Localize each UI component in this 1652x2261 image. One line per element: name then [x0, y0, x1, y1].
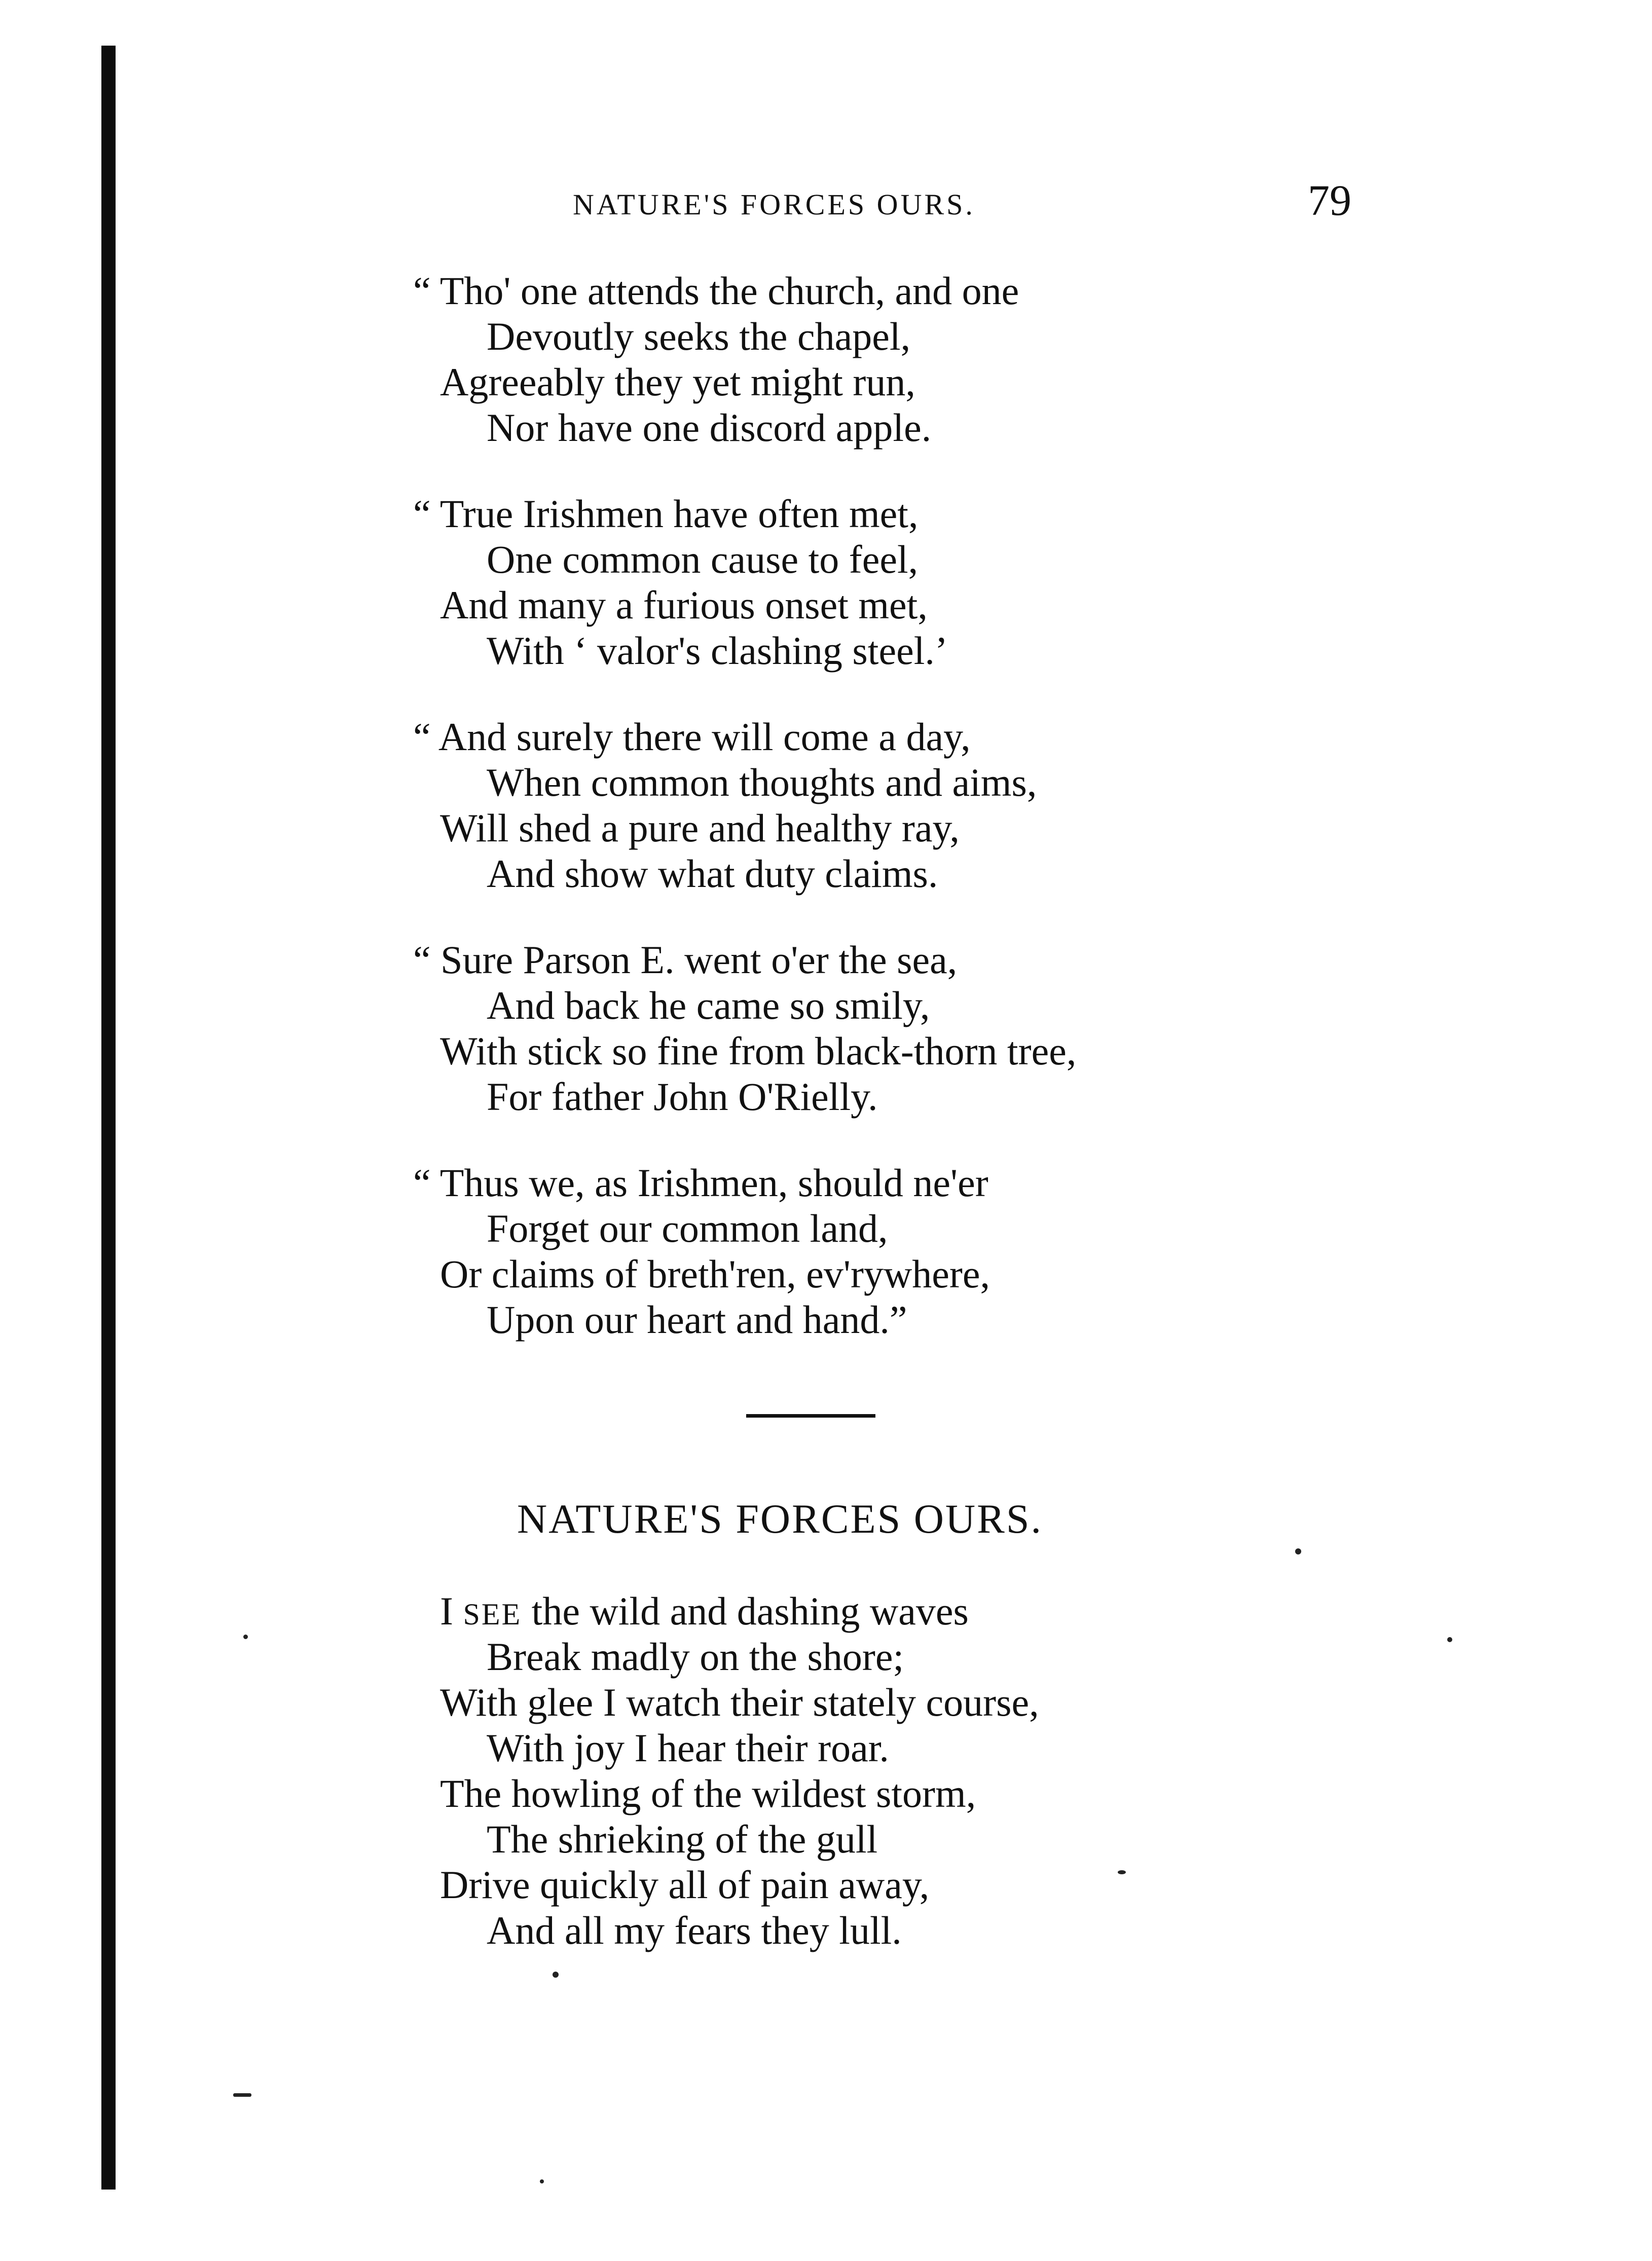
poem-line: Or claims of breth'ren, ev'rywhere,: [440, 1252, 990, 1296]
smallcaps-word: SEE: [463, 1598, 522, 1631]
running-header: NATURE'S FORCES OURS.: [573, 188, 975, 221]
drop-word: I: [440, 1589, 453, 1633]
scan-speck: [553, 1972, 559, 1978]
poem-line: And all my fears they lull.: [487, 1908, 902, 1952]
poem-line: The howling of the wildest storm,: [440, 1771, 976, 1815]
poem-line: And back he came so smily,: [487, 983, 930, 1027]
first-line-rest: the wild and dashing waves: [531, 1589, 969, 1633]
poem-line: With stick so fine from black-thorn tree,: [440, 1029, 1077, 1073]
scan-speck: [243, 1635, 248, 1639]
poem-title: NATURE'S FORCES OURS.: [517, 1496, 1043, 1542]
poem-line: With ‘ valor's clashing steel.’: [487, 628, 948, 673]
poem-line: “ Tho' one attends the church, and one: [413, 269, 1019, 313]
scan-speck: [233, 2093, 251, 2097]
poem-first-line: [440, 1591, 969, 1631]
scan-speck: [1295, 1548, 1301, 1554]
section-divider: [746, 1414, 875, 1418]
poem-line: And many a furious onset met,: [440, 583, 928, 627]
poem-line: “ And surely there will come a day,: [413, 715, 971, 759]
binding-edge: [101, 46, 116, 2190]
page-number: 79: [1308, 176, 1351, 225]
poem-line: “ Sure Parson E. went o'er the sea,: [413, 938, 958, 982]
poem-line: When common thoughts and aims,: [487, 760, 1037, 804]
poem-line: Forget our common land,: [487, 1206, 888, 1250]
poem-line: The shrieking of the gull: [487, 1817, 878, 1861]
scan-speck: [1118, 1870, 1126, 1874]
poem-line: With glee I watch their stately course,: [440, 1680, 1039, 1724]
poem-line: For father John O'Rielly.: [487, 1074, 878, 1119]
scan-speck: [1447, 1637, 1452, 1642]
poem-line: Drive quickly all of pain away,: [440, 1863, 930, 1907]
poem-line: “ True Irishmen have often met,: [413, 492, 919, 536]
poem-line: With joy I hear their roar.: [487, 1726, 889, 1770]
poem-line: One common cause to feel,: [487, 537, 919, 581]
poem-line: Devoutly seeks the chapel,: [487, 314, 911, 358]
poem-line: Upon our heart and hand.”: [487, 1298, 907, 1342]
poem-line: Break madly on the shore;: [487, 1635, 904, 1679]
scan-speck: [540, 2179, 544, 2183]
poem-line: Will shed a pure and healthy ray,: [440, 806, 960, 850]
poem-line: Agreeably they yet might run,: [440, 360, 915, 404]
poem-line: Nor have one discord apple.: [487, 405, 932, 450]
poem-line: And show what duty claims.: [487, 851, 938, 896]
poem-line: “ Thus we, as Irishmen, should ne'er: [413, 1161, 988, 1205]
